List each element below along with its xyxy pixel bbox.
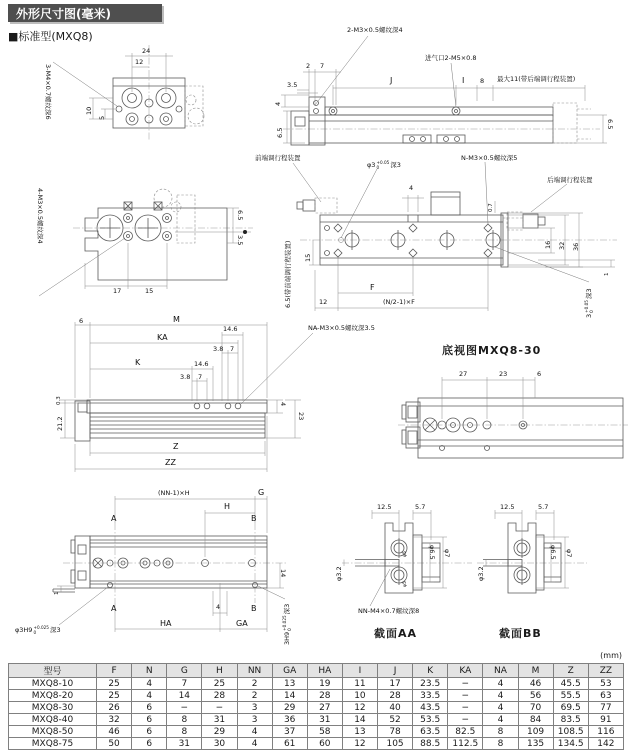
dim-3-8-a: 3.8: [213, 345, 224, 353]
dim-4: 4: [216, 603, 221, 611]
value-cell: −: [167, 702, 202, 714]
value-cell: 13: [342, 726, 377, 738]
value-cell: 52: [378, 714, 413, 726]
dim-GA: GA: [236, 619, 248, 628]
column-header: NA: [483, 664, 518, 678]
value-cell: 142: [588, 738, 623, 750]
value-cell: 55.5: [553, 690, 588, 702]
thread-note: 2-M3×0.5螺纹深4: [347, 26, 403, 34]
dim-1: 1: [54, 591, 60, 595]
dim-24: 24: [142, 47, 151, 55]
dim-Z: Z: [173, 442, 179, 451]
model-cell: MXQ8-10: [9, 678, 97, 690]
value-cell: 8: [483, 726, 518, 738]
dim-12: 12: [319, 298, 328, 306]
dim-HA: HA: [160, 619, 172, 628]
value-cell: 3: [237, 702, 272, 714]
table-body: [9, 678, 624, 750]
dim-phi-7: φ7: [443, 549, 451, 558]
dim-7-a: 7: [230, 345, 235, 353]
dim-6-5-right: 6.5: [606, 119, 614, 130]
value-cell: 19: [307, 678, 342, 690]
body-bottom-view-drawing: [15, 168, 260, 320]
value-cell: 69.5: [553, 702, 588, 714]
thread-note: NN-M4×0.7螺纹深8: [358, 607, 420, 615]
rail-view-linework: [15, 483, 345, 653]
value-cell: 135: [518, 738, 553, 750]
value-cell: 43.5: [413, 702, 448, 714]
value-cell: 26: [97, 702, 132, 714]
rear-adjuster-note: 后端调行程装置: [547, 176, 593, 184]
value-cell: 31: [202, 714, 237, 726]
dim-17: 17: [113, 287, 122, 295]
value-cell: 84: [518, 714, 553, 726]
dim-I: I: [462, 76, 465, 85]
pin-hole-tolerance: [585, 300, 594, 313]
value-cell: 27: [307, 702, 342, 714]
value-cell: 82.5: [448, 726, 483, 738]
value-cell: 78: [378, 726, 413, 738]
value-cell: 109: [518, 726, 553, 738]
dim-phi-6-5: φ6.5: [549, 545, 557, 560]
section-bb-drawing: [475, 495, 625, 657]
view-title: 底视图MXQ8-30: [442, 344, 542, 357]
value-cell: 53: [588, 678, 623, 690]
value-cell: 8: [167, 714, 202, 726]
section-marker-B: B: [251, 514, 257, 523]
value-cell: 46: [97, 726, 132, 738]
top-view-drawing: [255, 150, 632, 320]
unit-note: (mm): [600, 651, 622, 660]
thread-note: N-M3×0.5螺纹深5: [461, 154, 518, 162]
column-header: 型号: [9, 664, 97, 678]
thread-note: 4-M3×0.5螺纹深4: [36, 188, 44, 244]
value-cell: 116: [588, 726, 623, 738]
max-stroke-note: 最大11(带后端调行程装置): [497, 75, 576, 83]
value-cell: −: [448, 714, 483, 726]
value-cell: 28: [378, 690, 413, 702]
value-cell: 4: [132, 690, 167, 702]
dim-5: 5: [98, 115, 106, 120]
tol-lower: 0: [376, 164, 380, 170]
dim-NN-1-H: (NN-1)×H: [158, 489, 190, 497]
value-cell: 33.5: [413, 690, 448, 702]
side-view-drawing: [255, 25, 632, 165]
column-header: N: [132, 664, 167, 678]
value-cell: 58: [307, 726, 342, 738]
column-header: GA: [272, 664, 307, 678]
dim-3-5: 3.5: [236, 235, 244, 246]
column-header: KA: [448, 664, 483, 678]
column-header: ZZ: [588, 664, 623, 678]
value-cell: 12: [342, 702, 377, 714]
dim-8: 8: [480, 77, 485, 85]
dim-7: 7: [320, 62, 325, 70]
thread-note: NA-M3×0.5螺纹深3.5: [308, 324, 375, 332]
value-cell: 3: [237, 714, 272, 726]
dim-phi-3-2: φ3.2: [477, 566, 485, 581]
pin-hole-note-rotated: [283, 604, 292, 645]
dim-14-6-a: 14.6: [223, 325, 238, 333]
dim-5-7: 5.7: [415, 503, 426, 511]
value-cell: 4: [483, 714, 518, 726]
dim-4: 4: [279, 402, 287, 407]
value-cell: 4: [483, 702, 518, 714]
dim-phi-3-2: φ3.2: [335, 566, 343, 581]
dim-G: G: [258, 488, 265, 497]
value-cell: 11: [342, 678, 377, 690]
value-cell: 4: [237, 726, 272, 738]
tol-upper: +0.05: [584, 300, 589, 313]
value-cell: 2: [237, 678, 272, 690]
value-cell: 7: [167, 678, 202, 690]
value-cell: 46: [518, 678, 553, 690]
pin-hole-suffix: 深3: [49, 626, 61, 635]
value-cell: 14: [167, 690, 202, 702]
dim-0-3: 0.3: [56, 396, 62, 405]
value-cell: 2: [237, 690, 272, 702]
value-cell: 17: [378, 678, 413, 690]
dim-phi-5-bottom: φ5: [403, 581, 408, 587]
dim-phi-5-top: φ5: [403, 551, 408, 557]
dim-2: 2: [306, 62, 311, 70]
value-cell: −: [448, 702, 483, 714]
model-cell: MXQ8-20: [9, 690, 97, 702]
column-header: K: [413, 664, 448, 678]
dim-7-b: 7: [198, 373, 203, 381]
value-cell: 29: [272, 702, 307, 714]
plate-side-view-linework: [15, 313, 415, 485]
dim-1: 1: [604, 272, 610, 276]
value-cell: 45.5: [553, 678, 588, 690]
table-row: [9, 714, 624, 726]
front-adjuster-note: 前端调行程装置: [255, 154, 301, 162]
value-cell: 50: [97, 738, 132, 750]
value-cell: 25: [202, 678, 237, 690]
dim-J: J: [390, 76, 393, 85]
value-cell: 4: [483, 690, 518, 702]
dim-23: 23: [297, 412, 305, 421]
dim-ZZ: ZZ: [165, 458, 176, 467]
dim-K: K: [135, 358, 141, 367]
column-header: J: [378, 664, 413, 678]
pin-hole-prefix: 3H9: [283, 631, 292, 645]
pin-hole-tolerance: [376, 161, 389, 170]
dim-4: 4: [409, 184, 414, 192]
value-cell: 134.5: [553, 738, 588, 750]
value-cell: 13: [272, 678, 307, 690]
pin-hole-prefix: φ3H9: [15, 626, 33, 635]
dim-21-2: 21.2: [56, 416, 64, 431]
table-row: [9, 690, 624, 702]
value-cell: 56: [518, 690, 553, 702]
dim-6: 6: [537, 370, 542, 378]
value-cell: 6: [132, 738, 167, 750]
table-row: [9, 726, 624, 738]
pin-hole-suffix: 深3: [283, 603, 292, 615]
value-cell: 14: [342, 714, 377, 726]
dim-M: M: [173, 315, 180, 324]
value-cell: 28: [202, 690, 237, 702]
value-cell: 23.5: [413, 678, 448, 690]
side-note: 6.5(带前端调行程装置): [284, 240, 292, 308]
value-cell: 105: [378, 738, 413, 750]
dim-0-7: 0.7: [488, 203, 494, 212]
column-header: M: [518, 664, 553, 678]
model-cell: MXQ8-75: [9, 738, 97, 750]
rail-view-drawing: [15, 483, 345, 653]
dim-12: 12: [135, 58, 144, 66]
section-marker-A: A: [111, 514, 117, 523]
dim-phi-6-5: φ6.5: [428, 545, 436, 560]
value-cell: 8: [167, 726, 202, 738]
value-cell: 4: [132, 678, 167, 690]
table-row: [9, 678, 624, 690]
dim-23: 23: [499, 370, 508, 378]
value-cell: 14: [272, 690, 307, 702]
pin-hole-suffix: 深3: [390, 161, 401, 170]
dim-F: F: [370, 283, 375, 292]
dim-phi-7: φ7: [565, 549, 573, 558]
pin-hole-tolerance: [33, 626, 49, 635]
pin-hole-prefix: 3: [585, 313, 594, 318]
value-cell: −: [448, 690, 483, 702]
value-cell: 29: [202, 726, 237, 738]
value-cell: 31: [307, 714, 342, 726]
dim-14: 14: [279, 569, 287, 578]
page-title-bar: [8, 4, 162, 22]
dim-14-6-b: 14.6: [194, 360, 209, 368]
column-header: Z: [553, 664, 588, 678]
series-subtitle: ■标准型(MXQ8): [8, 30, 93, 43]
dim-KA: KA: [157, 333, 168, 342]
value-cell: 91: [588, 714, 623, 726]
pin-hole-prefix: φ3: [367, 161, 376, 170]
dim-6-5-left: 6.5: [276, 127, 284, 138]
value-cell: 112.5: [448, 738, 483, 750]
page-title: 外形尺寸图(毫米): [16, 6, 111, 21]
model-cell: MXQ8-40: [9, 714, 97, 726]
section-aa-drawing: [330, 495, 485, 657]
section-marker-A: A: [111, 604, 117, 613]
value-cell: 40: [378, 702, 413, 714]
value-cell: 4: [237, 738, 272, 750]
dim-36: 36: [572, 242, 580, 251]
tol-lower: 0: [286, 628, 292, 631]
value-cell: 88.5: [413, 738, 448, 750]
bottom-view-30-linework: [390, 340, 632, 480]
value-cell: −: [448, 678, 483, 690]
value-cell: 77: [588, 702, 623, 714]
pin-hole-note-rotated: [585, 288, 594, 318]
section-bb-linework: [475, 495, 625, 657]
dim-5-7: 5.7: [538, 503, 549, 511]
column-header: I: [342, 664, 377, 678]
dim-15: 15: [304, 253, 312, 262]
dim-15: 15: [145, 287, 154, 295]
column-header: NN: [237, 664, 272, 678]
value-cell: 61: [272, 738, 307, 750]
dim-6: 6: [79, 317, 84, 325]
tol-lower: 0: [588, 310, 594, 313]
side-view-linework: [255, 25, 632, 165]
column-header: HA: [307, 664, 342, 678]
value-cell: 36: [272, 714, 307, 726]
section-marker-B: B: [251, 604, 257, 613]
value-cell: 10: [342, 690, 377, 702]
pin-hole-tolerance: [283, 615, 292, 631]
value-cell: 8: [483, 738, 518, 750]
plate-side-view-drawing: [15, 313, 415, 485]
tol-lower: 0: [33, 629, 37, 635]
body-bottom-view-linework: [15, 168, 260, 320]
dim-27: 27: [459, 370, 468, 378]
value-cell: 28: [307, 690, 342, 702]
value-cell: 108.5: [553, 726, 588, 738]
pin-hole-note: [15, 626, 61, 635]
value-cell: −: [202, 702, 237, 714]
value-cell: 6: [132, 714, 167, 726]
column-header: G: [167, 664, 202, 678]
value-cell: 53.5: [413, 714, 448, 726]
value-cell: 70: [518, 702, 553, 714]
value-cell: 83.5: [553, 714, 588, 726]
value-cell: 4: [483, 678, 518, 690]
table-row: [9, 702, 624, 714]
value-cell: 6: [132, 702, 167, 714]
tol-upper: +0.025: [282, 615, 287, 631]
dim-NF: (N/2-1)×F: [383, 298, 415, 306]
section-title: 截面AA: [374, 627, 418, 640]
value-cell: 60: [307, 738, 342, 750]
air-port-note: 进气口2-M5×0.8: [425, 54, 477, 62]
end-view-drawing: [15, 40, 250, 170]
value-cell: 63.5: [413, 726, 448, 738]
model-cell: MXQ8-50: [9, 726, 97, 738]
pin-hole-note: [367, 161, 401, 170]
value-cell: 12: [342, 738, 377, 750]
model-cell: MXQ8-30: [9, 702, 97, 714]
dim-16: 16: [544, 240, 552, 249]
dim-12-5: 12.5: [377, 503, 392, 511]
value-cell: 25: [97, 690, 132, 702]
dim-32: 32: [558, 241, 566, 250]
column-header: F: [97, 664, 132, 678]
dim-10: 10: [85, 106, 93, 115]
dim-6-5: 6.5: [236, 210, 244, 221]
value-cell: 63: [588, 690, 623, 702]
dim-4: 4: [274, 101, 282, 106]
value-cell: 30: [202, 738, 237, 750]
column-header: H: [202, 664, 237, 678]
value-cell: 32: [97, 714, 132, 726]
value-cell: 6: [132, 726, 167, 738]
tol-upper: +0.05: [376, 160, 390, 165]
value-cell: 37: [272, 726, 307, 738]
dim-12-5: 12.5: [500, 503, 515, 511]
dim-3-5: 3.5: [287, 81, 298, 89]
table-head: [9, 664, 624, 678]
bottom-view-30-drawing: [390, 340, 632, 480]
dimension-table: [8, 663, 624, 750]
value-cell: 31: [167, 738, 202, 750]
dim-3-8-b: 3.8: [180, 373, 191, 381]
thread-note: 3-M4×0.7螺纹深6: [44, 64, 52, 120]
value-cell: 25: [97, 678, 132, 690]
dim-H: H: [224, 502, 231, 511]
section-title: 截面BB: [499, 627, 542, 640]
tol-upper: +0.025: [33, 625, 49, 630]
pin-hole-suffix: 深3: [585, 288, 594, 300]
